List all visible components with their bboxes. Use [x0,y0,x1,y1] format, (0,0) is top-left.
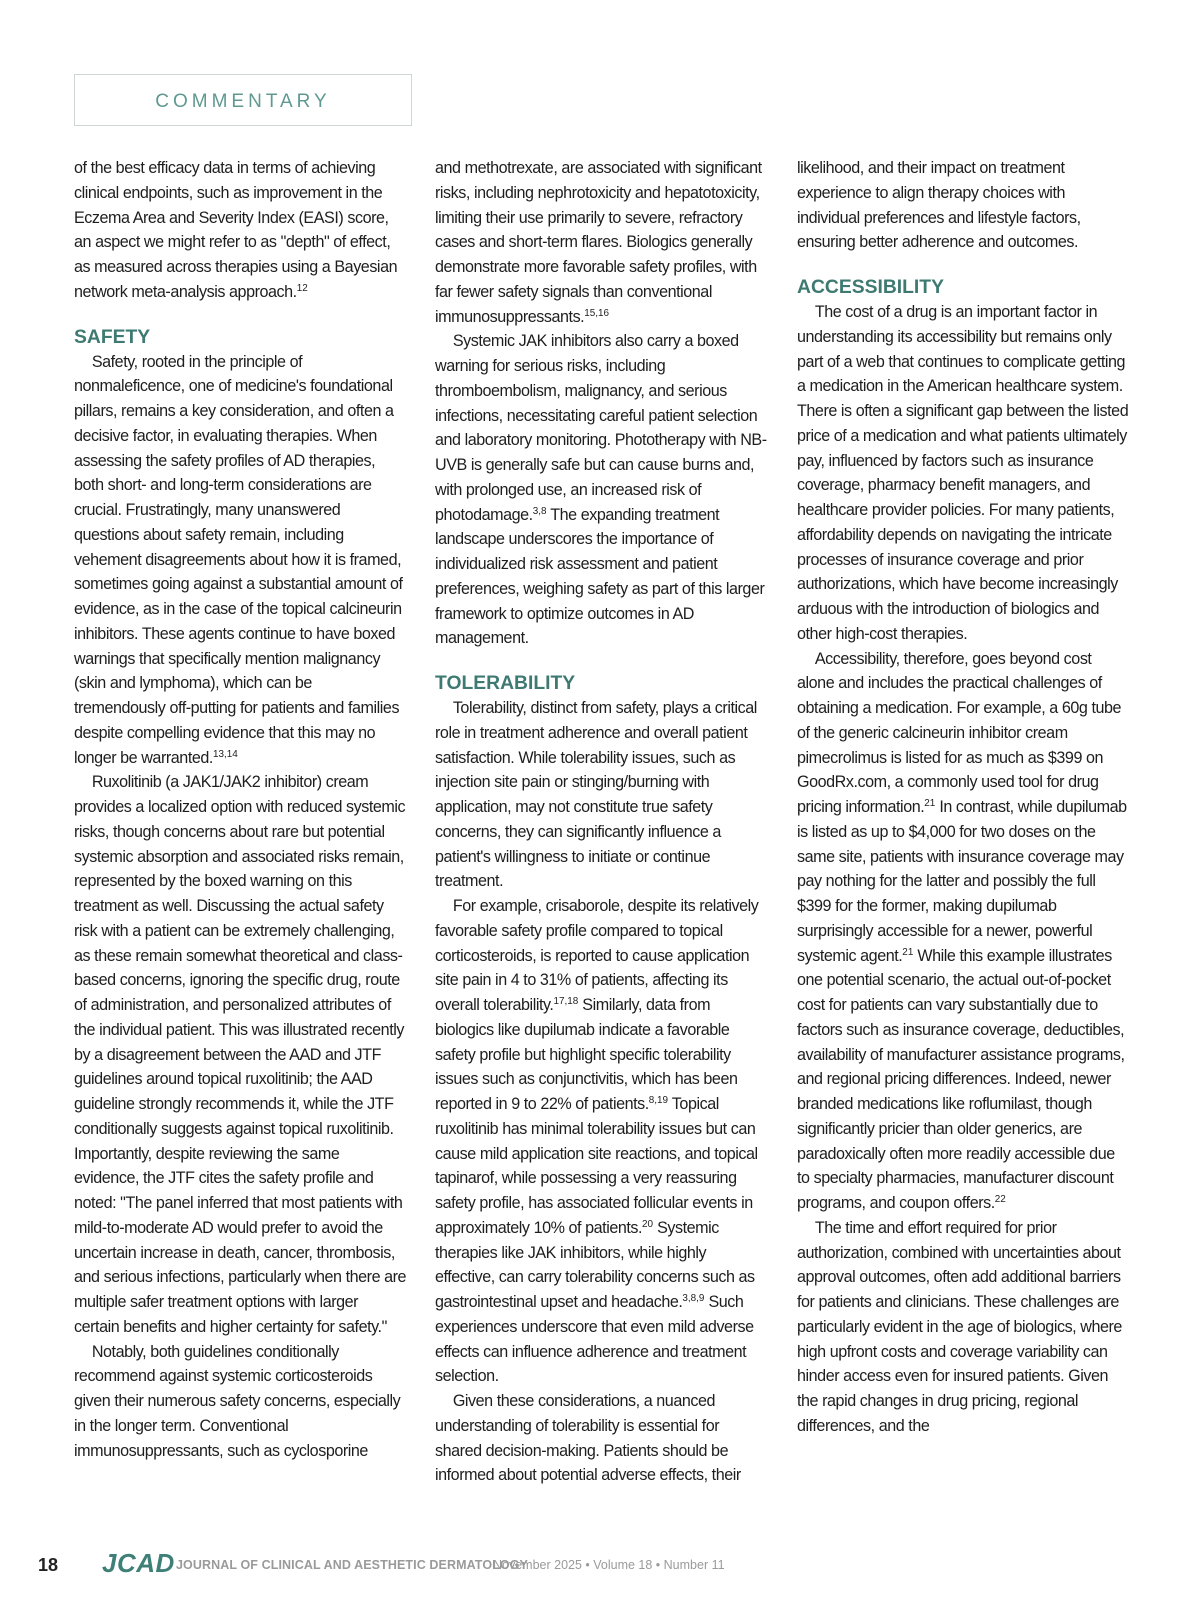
paragraph-text: The cost of a drug is an important factor in understanding its accessibility but remains only part of a web that continues to complicate getting a medication in the American healthcare system. There is often a significant gap between the listed price of a medication and what patients ultimately pay, influenced by factors such as insurance coverage, pharmacy benefit managers, and healthcare provider policies. For many patients, affordability depends on navigating the intricate processes of insurance coverage and prior authorizations, which have become increasingly arduous with the introduction of biologics and other high-cost therapies. [797,303,1129,643]
paragraph [797,300,1130,647]
paragraph [435,329,768,651]
paragraph-text: For example, crisaborole, despite its relatively favorable safety profile compared to topical corticosteroids, is reported to cause application site pain in 4 to 31% of patients, affecting its overall tolerability. [435,897,759,1014]
paragraph [797,647,1130,1216]
paragraph-text: The expanding treatment landscape underscores the importance of individualized risk assessment and patient preferences, weighing safety as part of this larger framework to optimize outcomes in AD management. [435,505,765,648]
paragraph-text: In contrast, while dupilumab is listed as up to $4,000 for two doses on the same site, patients with insurance coverage may pay nothing for the latter and possibly the full $399 for the former, making dupilumab surprisingly accessible for a newer, powerful systemic agent. [797,798,1127,965]
reference-superscript: 12 [296,282,308,294]
issue-info: November 2025 • Volume 18 • Number 11 [493,1558,725,1572]
paragraph [435,1389,768,1488]
page-footer [38,1550,1160,1582]
reference-superscript: 17,18 [553,996,579,1007]
paragraph-text: Given these considerations, a nuanced understanding of tolerability is essential for shared decision-making. Patients should be informed about potential adverse effects, their [435,1392,741,1485]
column-3 [797,156,1130,1439]
paragraph [74,350,407,771]
paragraph [435,156,768,329]
paragraph-text: Topical ruxolitinib has minimal tolerability issues but can cause mild application site reactions, and topical tapinarof, while possessing a very reassuring safety profile, has associated follicular events in approximately 10% of patients. [435,1095,758,1237]
reference-superscript: 3,8 [532,505,547,517]
reference-superscript: 8,19 [648,1095,669,1106]
paragraph-text: While this example illustrates one potential scenario, the actual out-of-pocket cost for patients can vary substantially due to factors such as insurance coverage, deductibles, availability of manufacturer assistance programs, and regional pricing differences. Indeed, newer branded medications like roflumilast, though significantly pricier than older generics, are paradoxically often more readily accessible due to specialty pharmacies, manufacturer discount programs, and coupon offers. [797,946,1125,1212]
paragraph [74,1340,407,1464]
paragraph-text: Notably, both guidelines conditionally recommend against systemic corticosteroids given their numerous safety concerns, especially in the longer term. Conventional immunosuppressants, such as cyclosporine [74,1342,401,1460]
paragraph [74,156,407,305]
paragraph-text: of the best efficacy data in terms of achieving clinical endpoints, such as improvement in the Eczema Area and Severity Index (EASI) score, an aspect we might refer to as "depth" of effect, as measured across therapies using a Bayesian network meta-analysis approach. [74,159,398,301]
paragraph-text: Similarly, data from biologics like dupilumab indicate a favorable safety profile but highlight specific tolerability issues such as conjunctivitis, which has been reported in 9 to 22% of patients. [435,996,738,1113]
reference-superscript: 15,16 [584,307,609,319]
reference-superscript: 21 [902,946,914,958]
paragraph-text: likelihood, and their impact on treatment experience to align therapy choices with individual preferences and lifestyle factors, ensuring better adherence and outcomes. [797,159,1081,252]
heading-accessibility: ACCESSIBILITY [797,276,944,298]
paragraph [797,1216,1130,1439]
reference-superscript: 22 [994,1194,1006,1205]
section-label: COMMENTARY [155,91,331,112]
page-number: 18 [38,1555,59,1575]
heading-safety: SAFETY [74,325,151,348]
paragraph-text: Accessibility, therefore, goes beyond cost alone and includes the practical challenges of obtaining a medication. For example, a 60g tube of the generic calcineurin inhibitor cream pimecrolimus is listed for as much as $399 on GoodRx.com, a commonly used tool for drug pricing information. [797,649,1122,816]
paragraph-text: Systemic therapies like JAK inhibitors, while highly effective, can carry tolerability concerns such as gastrointestinal upset and headache. [435,1218,755,1311]
column-2 [435,156,768,1488]
paragraph-text: Tolerability, distinct from safety, plays a critical role in treatment adherence and overall patient satisfaction. While tolerability issues, such as injection site pain or stinging/burning with application, may not constitute true safety concerns, they can significantly influence a patient's willingness to initiate or continue treatment. [435,699,757,891]
reference-superscript: 13,14 [212,748,238,760]
paragraph-text: The time and effort required for prior authorization, combined with uncertainties about approval outcomes, often add additional barriers for patients and clinicians. These challenges are particularly evident in the age of biologics, where high upfront costs and coverage variability can hinder access even for insured patients. Given the rapid changes in drug pricing, regional differences, and the [797,1218,1122,1435]
section-label-box [74,74,412,126]
paragraph-text: Safety, rooted in the principle of nonmaleficence, one of medicine's foundational pillars, remains a key consideration, and often a decisive factor, in evaluating therapies. When assessing the safety profiles of AD therapies, both short- and long-term considerations are crucial. Frustratingly, many unanswered questions about safety remain, including vehement disagreements about how it is framed, sometimes going against a substantial amount of evidence, as in the case of the topical calcineurin inhibitors. These agents continue to have boxed warnings that specifically mention malignancy (skin and lymphoma), which can be tremendously off-putting for patients and families despite compelling evidence that this may no longer be warranted. [74,352,403,767]
reference-superscript: 21 [924,798,936,809]
paragraph-text: Such experiences underscore that even mild adverse effects can influence adherence and treatment selection. [435,1293,754,1386]
reference-superscript: 20 [642,1218,654,1230]
paragraph [797,156,1130,255]
heading-tolerability: TOLERABILITY [435,672,576,694]
paragraph [435,894,768,1389]
journal-name: JOURNAL OF CLINICAL AND AESTHETIC DERMATOLOGY [176,1558,528,1572]
journal-logo: JCAD [102,1548,175,1578]
paragraph-text: Systemic JAK inhibitors also carry a boxed warning for serious risks, including thromboembolism, malignancy, and serious infections, necessitating careful patient selection and laboratory monitoring. Phototherapy with NB-UVB is generally safe but can cause burns and, with prolonged use, an increased risk of photodamage. [435,332,767,524]
reference-superscript: 3,8,9 [682,1293,705,1304]
column-1 [74,156,407,1463]
paragraph [435,696,768,894]
paragraph-text: Ruxolitinib (a JAK1/JAK2 inhibitor) cream provides a localized option with reduced systemic risks, though concerns about rare but potential systemic absorption and associated risks remain, represented by the boxed warning on this treatment as well. Discussing the actual safety risk with a patient can be extremely challenging, as these remain somewhat theoretical and class-based concerns, ignoring the specific drug, route of administration, and personalized attributes of the individual patient. This was illustrated recently by a disagreement between the AAD and JTF guidelines around topical ruxolitinib; the AAD guideline strongly recommends it, while the JTF conditionally suggests against topical ruxolitinib. Importantly, despite reviewing the same evidence, the JTF cites the safety profile and noted: "The panel inferred that most patients with mild-to-moderate AD would prefer to avoid the uncertain increase in death, cancer, thrombosis, and serious infections, particularly when there are multiple safer treatment options with larger certain benefits and higher certainty for safety." [74,773,407,1336]
paragraph [74,770,407,1339]
paragraph-text: and methotrexate, are associated with significant risks, including nephrotoxicity and hepatotoxicity, limiting their use primarily to severe, refractory cases and short-term flares. Biologics generally demonstrate more favorable safety profiles, with far fewer safety signals than conventional immunosuppressants. [435,159,762,326]
